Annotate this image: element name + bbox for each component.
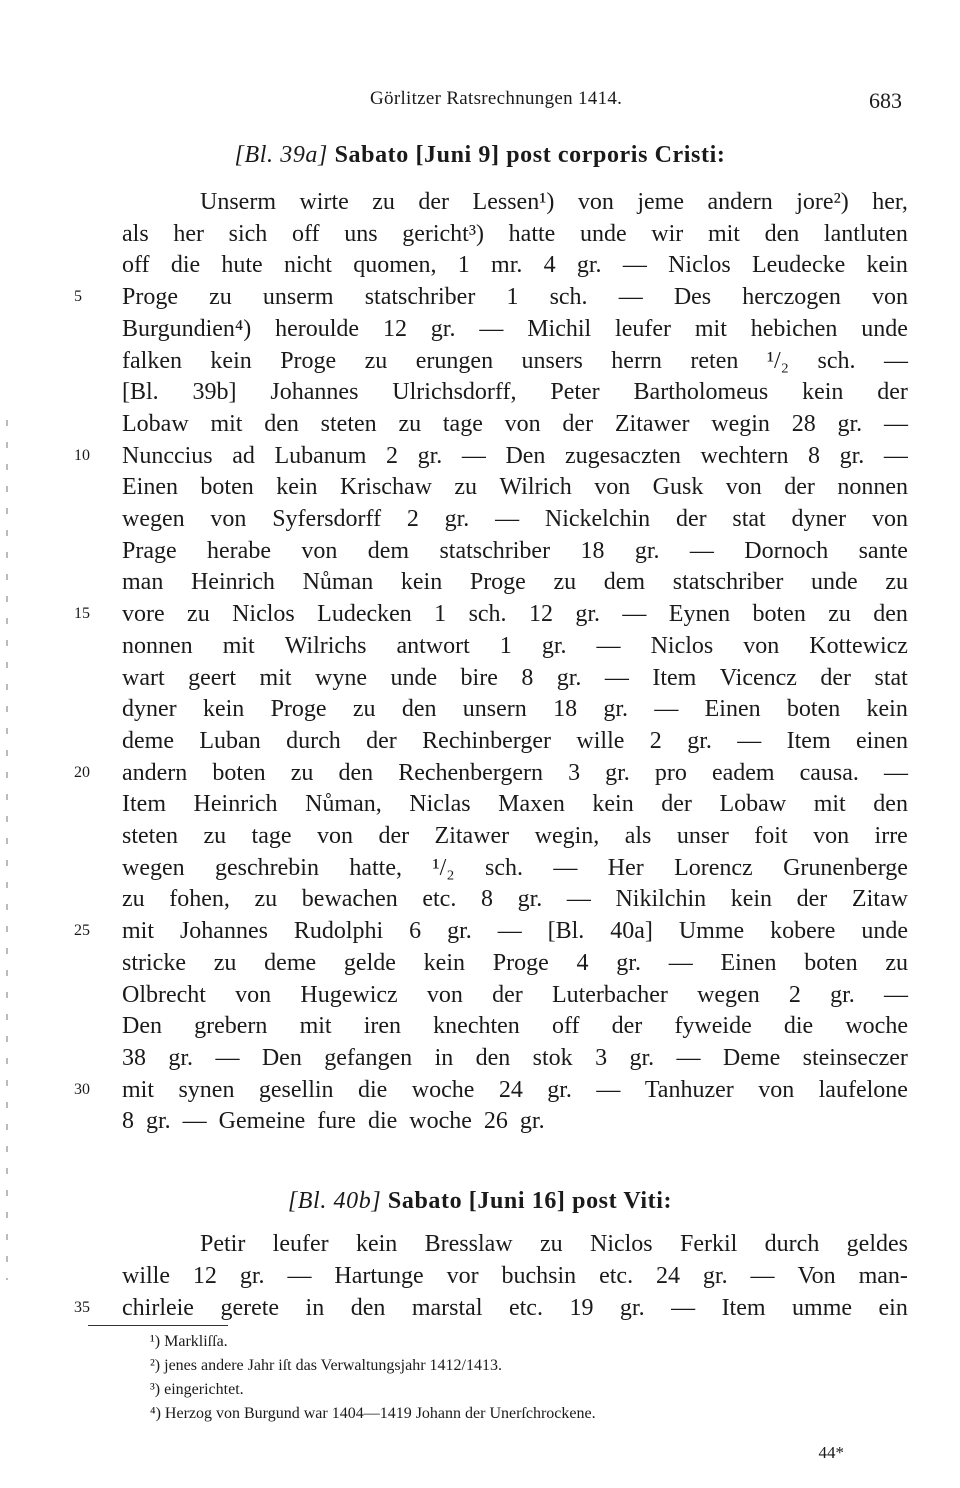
line-number: 25 (74, 922, 90, 940)
text-line: Prage herabe von dem statschriber 18 gr. — Dornoch sante (122, 537, 908, 564)
line-number: 10 (74, 446, 90, 464)
running-head: Görlitzer Ratsrechnungen 1414. (370, 88, 623, 109)
text-line: vore zu Niclos Ludecken 1 sch. 12 gr. — Eynen boten zu den (122, 601, 908, 628)
text-line: andern boten zu den Rechenbergern 3 gr. pro eadem causa. — (122, 759, 908, 786)
line-number: 15 (74, 605, 90, 623)
text-line: wille 12 gr. — Hartunge vor buchsin etc. 24 gr. — Von man- (122, 1263, 908, 1289)
footnote: ²) jenes andere Jahr iſt das Verwaltungsjahr 1412/1413. (150, 1357, 502, 1374)
text-line: deme Luban durch der Rechinberger wille 2 gr. — Item einen (122, 727, 908, 754)
line-number: 5 (74, 288, 82, 306)
footnote-rule (88, 1325, 228, 1326)
folio-reference: [Bl. 40b] (287, 1188, 382, 1214)
section-heading-2 (0, 1188, 960, 1215)
text-line: Olbrecht von Hugewicz von der Luterbacher wegen 2 gr. — (122, 981, 908, 1008)
text-line: man Heinrich Nůman kein Proge zu dem statschriber unde zu (122, 569, 908, 596)
text-line: stricke zu deme gelde kein Proge 4 gr. — Einen boten zu (122, 949, 908, 976)
text-line: als her sich off uns gericht³) hatte unde wir mit den lantluten (122, 220, 908, 247)
text-line: dyner kein Proge zu den unsern 18 gr. — Einen boten kein (122, 696, 908, 723)
line-number: 30 (74, 1080, 90, 1098)
text-line: off die hute nicht quomen, 1 mr. 4 gr. — Niclos Leudecke kein (122, 252, 908, 279)
footnote: ⁴) Herzog von Burgund war 1404—1419 Johann der Unerſchrockene. (150, 1405, 596, 1422)
page-number: 683 (869, 88, 902, 113)
text-line: steten zu tage von der Zitawer wegin, als unser foit von irre (122, 823, 908, 849)
text-line: Proge zu unserm statschriber 1 sch. — Des herczogen von (122, 284, 908, 311)
signature-mark: 44* (818, 1443, 844, 1462)
text-line: Den grebern mit iren knechten off der fyweide die woche (122, 1013, 908, 1040)
text-line: [Bl. 39b] Johannes Ulrichsdorff, Peter Bartholomeus kein der (122, 379, 908, 406)
text-line: wegen geschrebin hatte, ¹/₂ sch. — Her Lorencz Grunenberge (122, 854, 908, 881)
text-line: falken kein Proge zu erungen unsers herrn reten ¹/₂ sch. — (122, 347, 908, 374)
text-line: mit Johannes Rudolphi 6 gr. — [Bl. 40a] Umme kobere unde (122, 918, 908, 945)
text-line: wegen von Syfersdorff 2 gr. — Nickelchin der stat dyner von (122, 506, 908, 532)
text-line: Einen boten kein Krischaw zu Wilrich von Gusk von der nonnen (122, 474, 908, 501)
text-line: mit synen gesellin die woche 24 gr. — Tanhuzer von laufelone (122, 1076, 908, 1103)
binding-edge-marks (6, 420, 8, 1280)
footnote: ¹) Markliſſa. (150, 1333, 228, 1350)
text-line: Nunccius ad Lubanum 2 gr. — Den zugesaczten wechtern 8 gr. — (122, 442, 908, 469)
folio-reference: [Bl. 39a] (234, 142, 328, 168)
section-heading-1 (0, 142, 960, 169)
text-line: Petir leufer kein Bresslaw zu Niclos Ferkil durch geldes (200, 1231, 908, 1257)
text-line: 8 gr. — Gemeine fure die woche 26 gr. (122, 1108, 545, 1135)
line-number: 35 (74, 1299, 90, 1316)
heading-text: Sabato [Juni 16] post Viti: (387, 1188, 673, 1214)
text-line: Item Heinrich Nůman, Niclas Maxen kein der Lobaw mit den (122, 791, 908, 818)
text-line: wart geert mit wyne unde bire 8 gr. — Item Vicencz der stat (122, 664, 908, 691)
text-line: chirleie gerete in den marstal etc. 19 gr. — Item umme ein (122, 1295, 908, 1321)
text-line: zu fohen, zu bewachen etc. 8 gr. — Nikilchin kein der Zitaw (122, 886, 908, 913)
line-number: 20 (74, 763, 90, 781)
text-line: Burgundien⁴) heroulde 12 gr. — Michil leufer mit hebichen unde (122, 315, 908, 342)
text-line: Unserm wirte zu der Lessen¹) von jeme andern jore²) her, (200, 189, 908, 215)
text-line: 38 gr. — Den gefangen in den stok 3 gr. — Deme steinseczer (122, 1044, 908, 1071)
text-line: nonnen mit Wilrichs antwort 1 gr. — Niclos von Kottewicz (122, 632, 908, 659)
footnote: ³) eingerichtet. (150, 1381, 244, 1398)
heading-text: Sabato [Juni 9] post corporis Cristi: (334, 142, 726, 168)
text-line: Lobaw mit den steten zu tage von der Zitawer wegin 28 gr. — (122, 410, 908, 437)
